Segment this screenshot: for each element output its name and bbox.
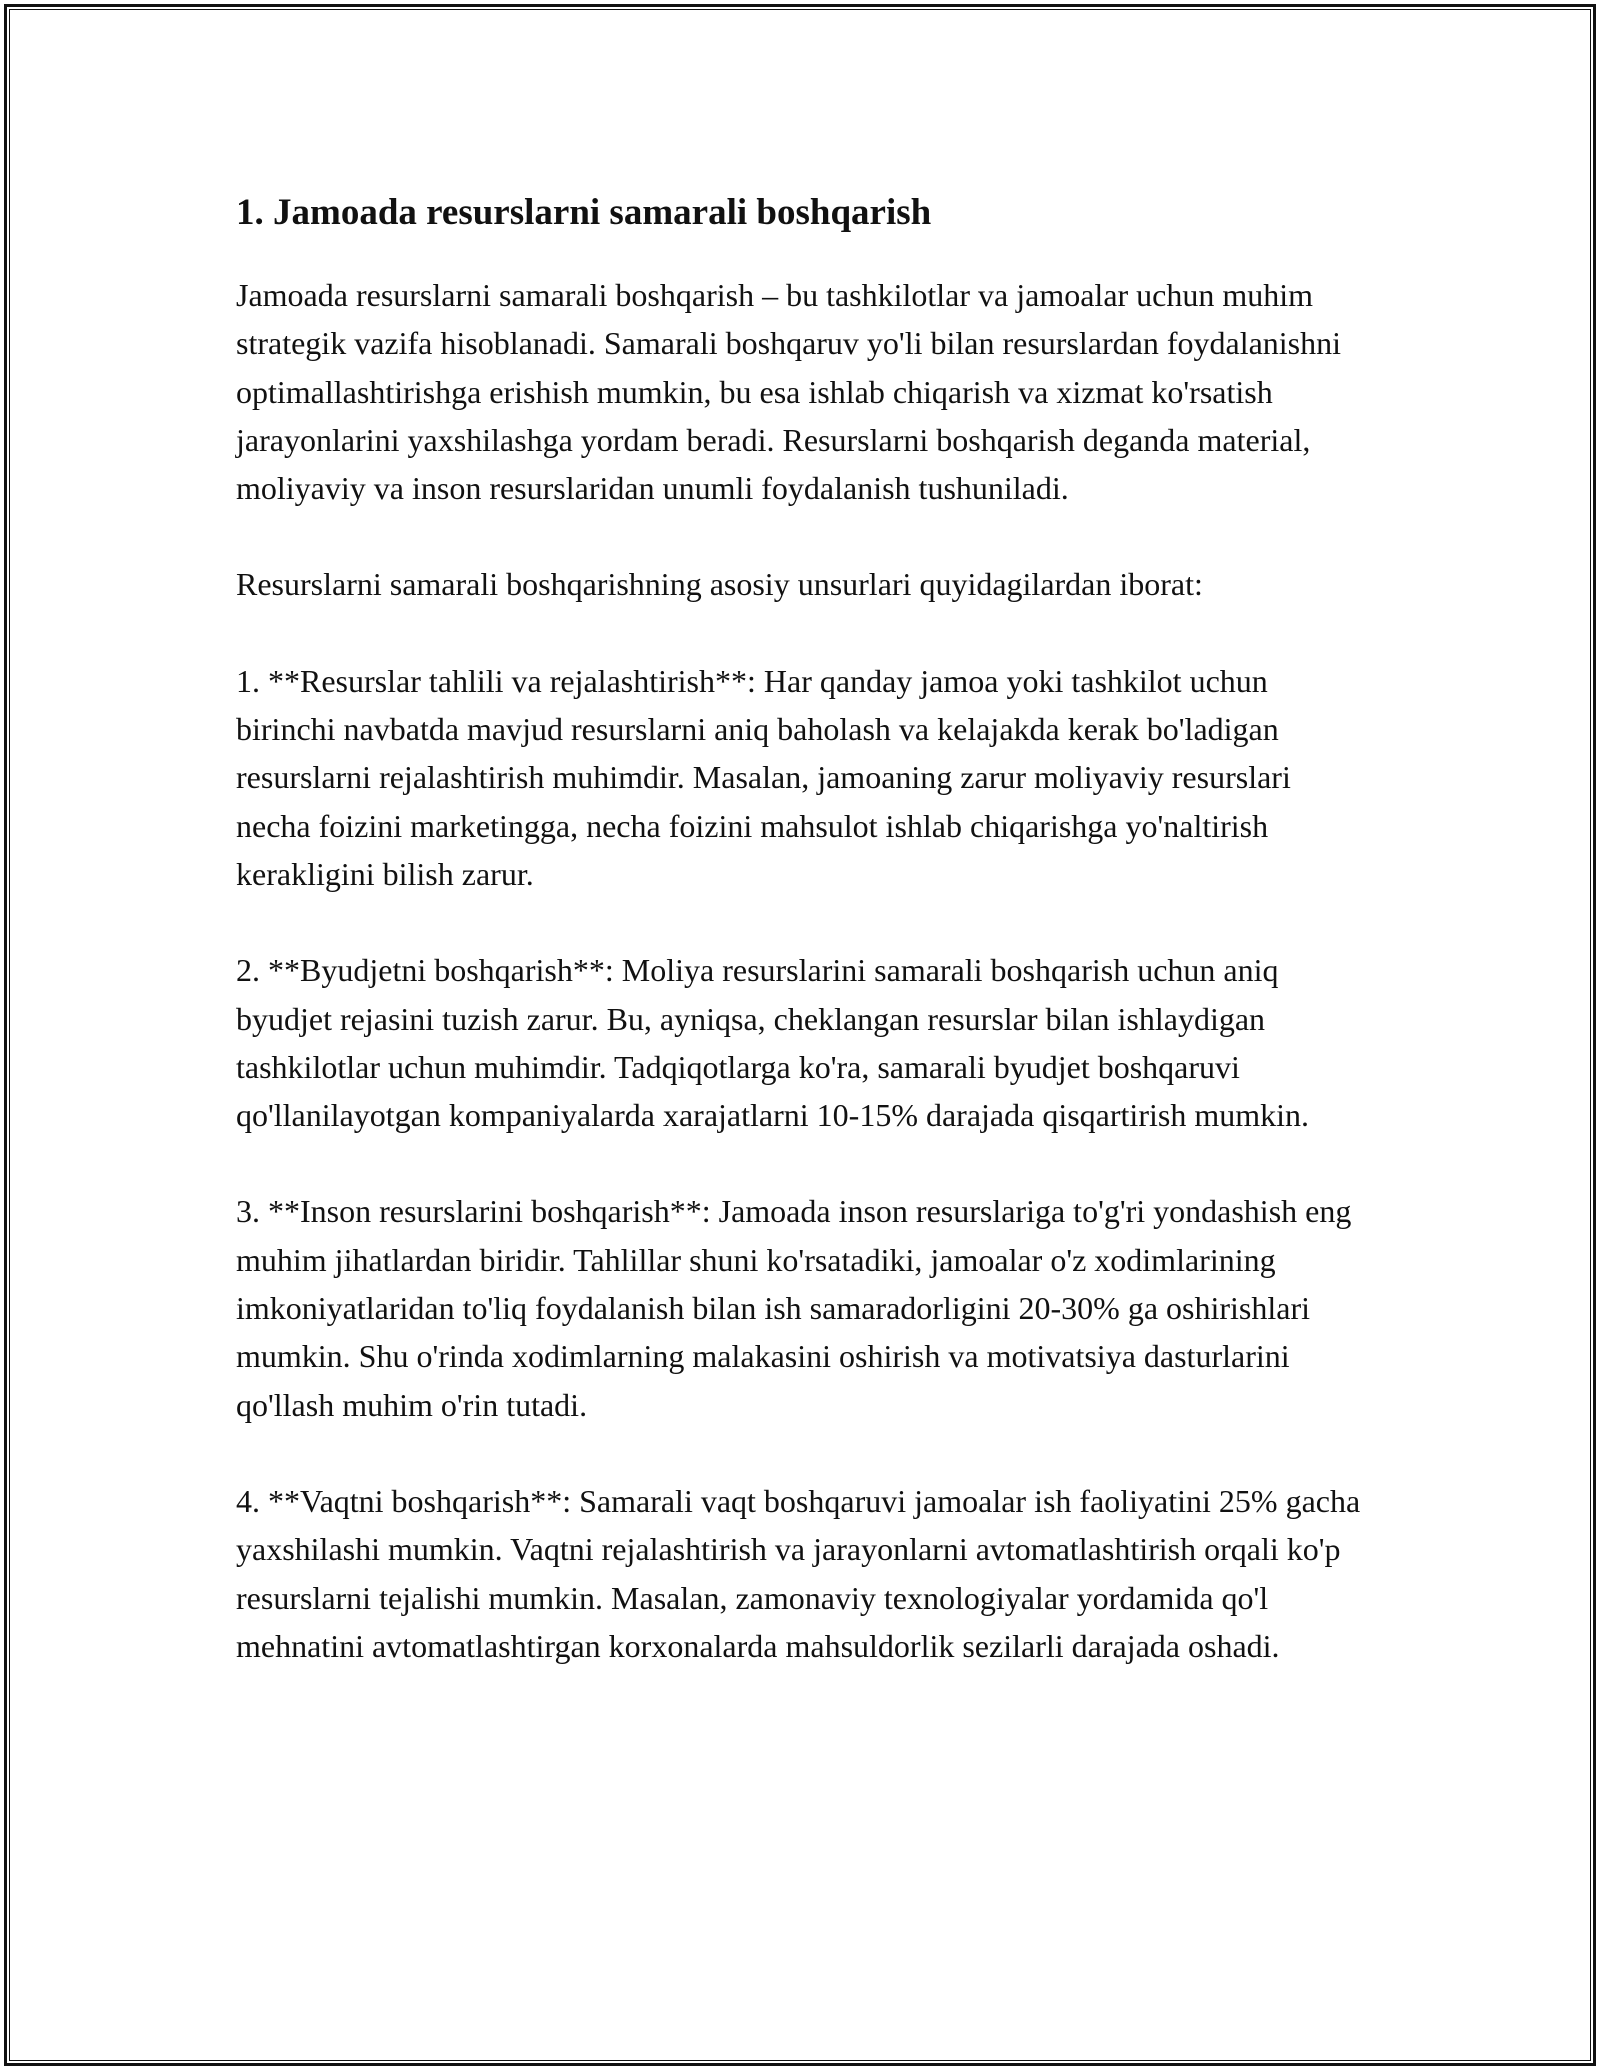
paragraph-intro: Jamoada resurslarni samarali boshqarish – bu tashkilotlar va jamoalar uchun muhim strategik vazifa hisoblanadi. Samarali boshqaruv yo'li bilan resurslardan foydalanishni optimallashtirishga erishish mumkin, bu esa ishlab chiqarish va xizmat ko'rsatish jarayonlarini yaxshilashga yordam beradi. Resurslarni boshqarish deganda material, moliyaviy va inson resurslaridan unumli foydalanish tushuniladi.: [236, 277, 1342, 507]
paragraph-resource-analysis: 1. **Resurslar tahlili va rejalashtirish**: Har qanday jamoa yoki tashkilot uchun birinchi navbatda mavjud resurslarni aniq baholash va kelajakda kerak bo'ladigan resurslarni rejalashtirish muhimdir. Masalan, jamoaning zarur moliyaviy resurslari necha foizini marketingga, necha foizini mahsulot ishlab chiqarishga yo'naltirish kerakligini bilish zarur.: [236, 662, 1291, 892]
paragraph-human-resources: 3. **Inson resurslarini boshqarish**: Jamoada inson resurslariga to'g'ri yondashish eng muhim jihatlardan biridir. Tahlillar shuni ko'rsatadiki, jamoalar o'z xodimlarining imkoniyatlaridan to'liq foydalanish bilan ish samaradorligini 20-30% ga oshirishlari mumkin. Shu o'rinda xodimlarning malakasini oshirish va motivatsiya dasturlarini qo'llash muhim o'rin tutadi.: [236, 1193, 1352, 1423]
document-body: [236, 185, 1366, 1718]
paragraph-time-management: 4. **Vaqtni boshqarish**: Samarali vaqt boshqaruvi jamoalar ish faoliyatini 25% gacha yaxshilashi mumkin. Vaqtni rejalashtirish va jarayonlarni avtomatlashtirish orqali ko'p resurslarni tejalishi mumkin. Masalan, zamonaviy texnologiyalar yordamida qo'l mehnatini avtomatlashtirgan korxonalarda mahsuldorlik sezilarli darajada oshadi.: [236, 1482, 1361, 1664]
paragraph-budget-management: 2. **Byudjetni boshqarish**: Moliya resurslarini samarali boshqarish uchun aniq byudjet rejasini tuzish zarur. Bu, ayniqsa, cheklangan resurslar bilan ishlaydigan tashkilotlar uchun muhimdir. Tadqiqotlarga ko'ra, samarali byudjet boshqaruvi qo'llanilayotgan kompaniyalarda xarajatlarni 10-15% darajada qisqartirish mumkin.: [236, 952, 1309, 1134]
document-title: 1. Jamoada resurslarni samarali boshqarish: [236, 192, 932, 233]
paragraph-elements-lead: Resurslarni samarali boshqarishning asosiy unsurlari quyidagilardan iborat:: [236, 566, 1203, 603]
